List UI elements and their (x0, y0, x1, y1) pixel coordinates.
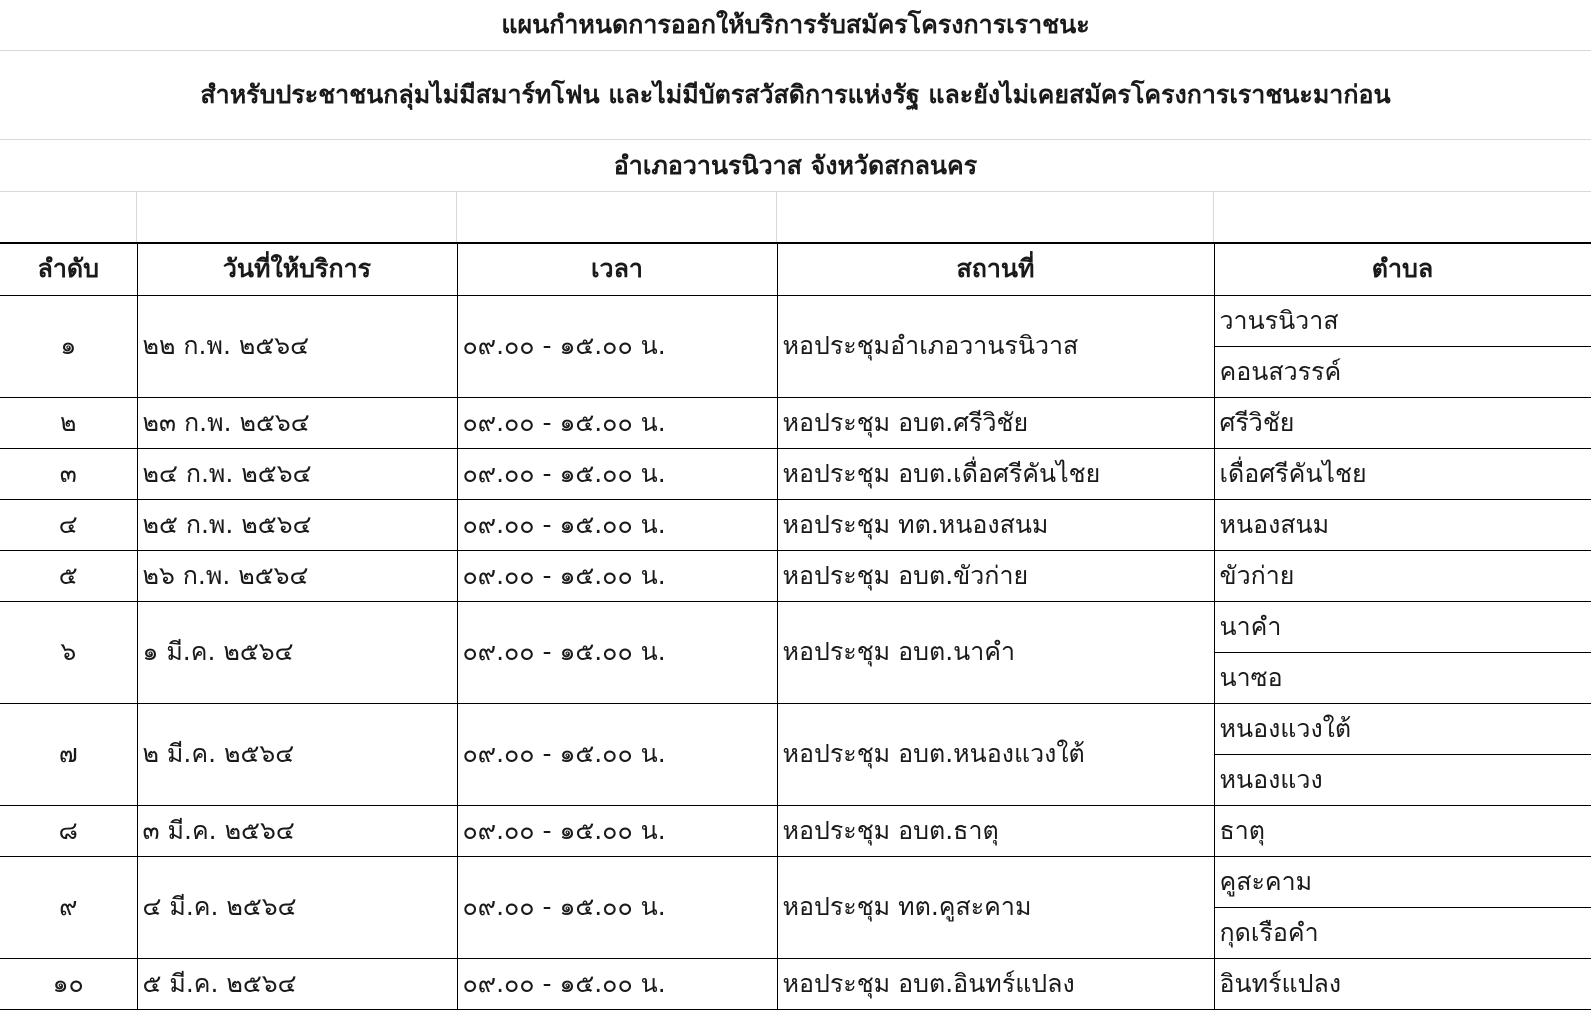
order-cell: ๓ (0, 448, 137, 499)
date-cell: ๒๒ ก.พ. ๒๕๖๔ (137, 295, 457, 397)
place-cell: หอประชุม อบต.ธาตุ (777, 805, 1214, 856)
subdistrict-cell: อินทร์แปลง (1214, 958, 1591, 1009)
place-cell: หอประชุม อบต.หนองแวงใต้ (777, 703, 1214, 805)
blank-spacer-row (0, 192, 1591, 244)
date-cell: ๒๖ ก.พ. ๒๕๖๔ (137, 550, 457, 601)
date-cell: ๒๔ ก.พ. ๒๕๖๔ (137, 448, 457, 499)
table-row (0, 703, 1591, 754)
subdistrict-cell: วานรนิวาส (1214, 295, 1591, 346)
date-cell: ๔ มี.ค. ๒๕๖๔ (137, 856, 457, 958)
header-time: เวลา (457, 244, 777, 295)
subdistrict-cell: ศรีวิชัย (1214, 397, 1591, 448)
subdistrict-cell: คอนสวรรค์ (1214, 346, 1591, 397)
date-cell: ๒๓ ก.พ. ๒๕๖๔ (137, 397, 457, 448)
order-cell: ๒ (0, 397, 137, 448)
place-cell: หอประชุม ทต.คูสะคาม (777, 856, 1214, 958)
table-row (0, 550, 1591, 601)
order-cell: ๙ (0, 856, 137, 958)
subdistrict-cell: นาซอ (1214, 652, 1591, 703)
order-cell: ๕ (0, 550, 137, 601)
table-row (0, 448, 1591, 499)
district-title: อำเภอวานรนิวาส จังหวัดสกลนคร (0, 140, 1591, 192)
table-body (0, 295, 1591, 1009)
time-cell: ๐๙.๐๐ - ๑๕.๐๐ น. (457, 856, 777, 958)
place-cell: หอประชุม อบต.นาคำ (777, 601, 1214, 703)
place-cell: หอประชุมอำเภอวานรนิวาส (777, 295, 1214, 397)
time-cell: ๐๙.๐๐ - ๑๕.๐๐ น. (457, 703, 777, 805)
header-order: ลำดับ (0, 244, 137, 295)
subdistrict-cell: หนองสนม (1214, 499, 1591, 550)
time-cell: ๐๙.๐๐ - ๑๕.๐๐ น. (457, 295, 777, 397)
place-cell: หอประชุม อบต.ขัวก่าย (777, 550, 1214, 601)
place-cell: หอประชุม อบต.ศรีวิชัย (777, 397, 1214, 448)
header-subdistrict: ตำบล (1214, 244, 1591, 295)
subdistrict-cell: ขัวก่าย (1214, 550, 1591, 601)
place-cell: หอประชุม ทต.หนองสนม (777, 499, 1214, 550)
place-cell: หอประชุม อบต.เดื่อศรีคันไชย (777, 448, 1214, 499)
table-row (0, 958, 1591, 1009)
date-cell: ๑ มี.ค. ๒๕๖๔ (137, 601, 457, 703)
order-cell: ๘ (0, 805, 137, 856)
time-cell: ๐๙.๐๐ - ๑๕.๐๐ น. (457, 805, 777, 856)
table-row (0, 295, 1591, 346)
order-cell: ๗ (0, 703, 137, 805)
time-cell: ๐๙.๐๐ - ๑๕.๐๐ น. (457, 550, 777, 601)
time-cell: ๐๙.๐๐ - ๑๕.๐๐ น. (457, 958, 777, 1009)
header-place: สถานที่ (777, 244, 1214, 295)
table-row (0, 397, 1591, 448)
date-cell: ๓ มี.ค. ๒๕๖๔ (137, 805, 457, 856)
subdistrict-cell: หนองแวง (1214, 754, 1591, 805)
subdistrict-cell: หนองแวงใต้ (1214, 703, 1591, 754)
table-row (0, 856, 1591, 907)
order-cell: ๔ (0, 499, 137, 550)
table-header-row (0, 244, 1591, 295)
subdistrict-cell: ธาตุ (1214, 805, 1591, 856)
order-cell: ๖ (0, 601, 137, 703)
order-cell: ๑๐ (0, 958, 137, 1009)
page-title: แผนกำหนดการออกให้บริการรับสมัครโครงการเราชนะ (0, 0, 1591, 51)
subdistrict-cell: คูสะคาม (1214, 856, 1591, 907)
subdistrict-cell: นาคำ (1214, 601, 1591, 652)
table-row (0, 499, 1591, 550)
subdistrict-cell: เดื่อศรีคันไชย (1214, 448, 1591, 499)
time-cell: ๐๙.๐๐ - ๑๕.๐๐ น. (457, 601, 777, 703)
table-row (0, 805, 1591, 856)
date-cell: ๕ มี.ค. ๒๕๖๔ (137, 958, 457, 1009)
table-row (0, 601, 1591, 652)
place-cell: หอประชุม อบต.อินทร์แปลง (777, 958, 1214, 1009)
date-cell: ๒ มี.ค. ๒๕๖๔ (137, 703, 457, 805)
schedule-table (0, 244, 1591, 1010)
date-cell: ๒๕ ก.พ. ๒๕๖๔ (137, 499, 457, 550)
page-subtitle: สำหรับประชาชนกลุ่มไม่มีสมาร์ทโฟน และไม่มีบัตรสวัสดิการแห่งรัฐ และยังไม่เคยสมัครโครงการเราชนะมาก่อน (0, 51, 1591, 140)
subdistrict-cell: กุดเรือคำ (1214, 907, 1591, 958)
time-cell: ๐๙.๐๐ - ๑๕.๐๐ น. (457, 397, 777, 448)
header-date: วันที่ให้บริการ (137, 244, 457, 295)
order-cell: ๑ (0, 295, 137, 397)
time-cell: ๐๙.๐๐ - ๑๕.๐๐ น. (457, 448, 777, 499)
time-cell: ๐๙.๐๐ - ๑๕.๐๐ น. (457, 499, 777, 550)
